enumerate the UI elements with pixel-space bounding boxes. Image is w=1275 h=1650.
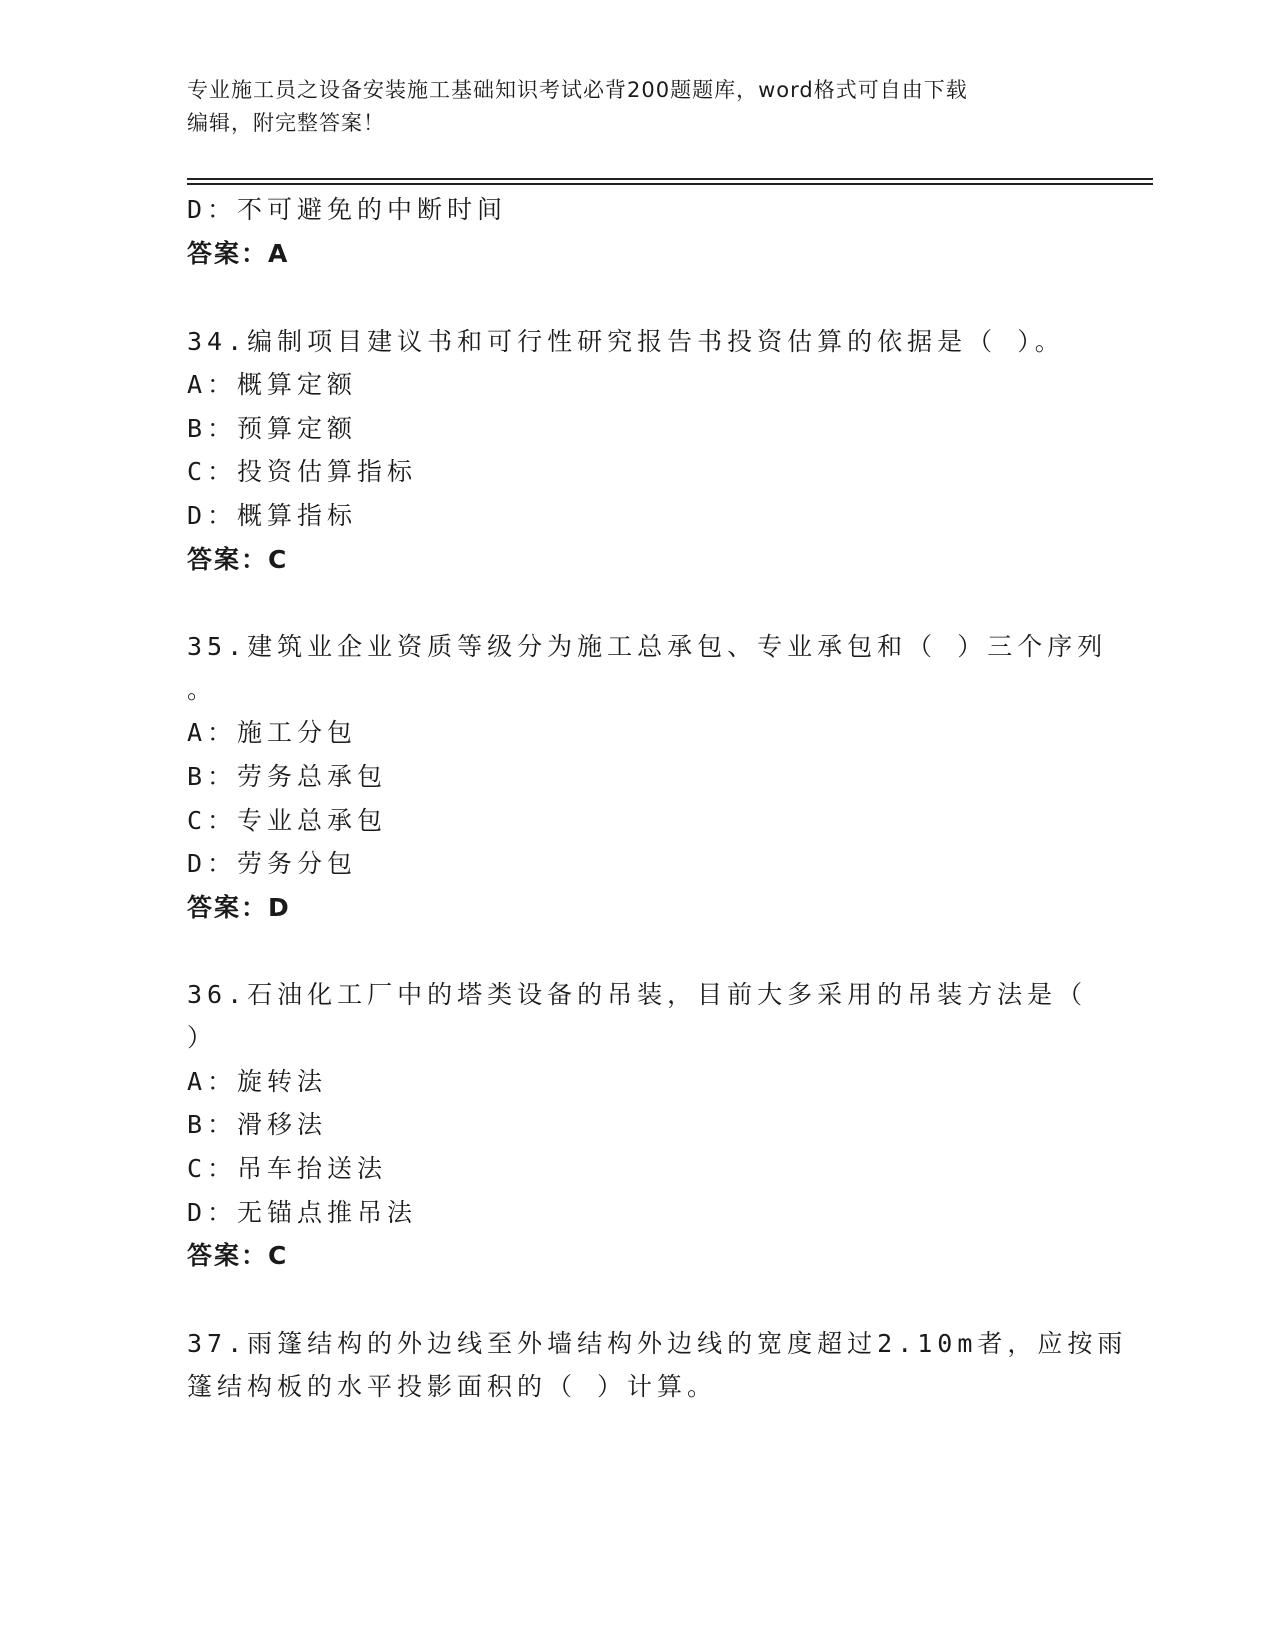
q35-option-b: B：劳务总承包 <box>187 762 388 791</box>
q36-option-d: D：无锚点推吊法 <box>187 1198 418 1227</box>
q36-question-line-1: 36.石油化工厂中的塔类设备的吊装，目前大多采用的吊装方法是（ <box>187 980 1088 1009</box>
q33-option-d: D：不可避免的中断时间 <box>187 195 508 224</box>
q34-question: 34.编制项目建议书和可行性研究报告书投资估算的依据是（ ）。 <box>187 327 1065 356</box>
header-divider-bottom <box>187 183 1153 185</box>
q35-question-line-2: 。 <box>187 675 218 704</box>
q34-option-b: B：预算定额 <box>187 414 358 443</box>
q34-option-d: D：概算指标 <box>187 501 358 530</box>
q34-option-a: A：概算定额 <box>187 370 358 399</box>
q35-option-d: D：劳务分包 <box>187 849 358 878</box>
q34-option-c: C：投资估算指标 <box>187 457 418 486</box>
q36-option-a: A：旋转法 <box>187 1067 328 1096</box>
document-header <box>187 74 1087 140</box>
q36-question-line-2: ） <box>187 1023 218 1052</box>
q35-answer: 答案：D <box>187 893 291 922</box>
q36-option-c: C：吊车抬送法 <box>187 1154 388 1183</box>
q35-option-c: C：专业总承包 <box>187 806 388 835</box>
header-line-2: 编辑，附完整答案！ <box>187 111 385 135</box>
q33-answer: 答案：A <box>187 239 290 268</box>
q37-question-line-2: 篷结构板的水平投影面积的（ ）计算。 <box>187 1372 718 1401</box>
q34-answer: 答案：C <box>187 545 289 574</box>
q36-answer: 答案：C <box>187 1241 289 1270</box>
q35-question-line-1: 35.建筑业企业资质等级分为施工总承包、专业承包和（ ）三个序列 <box>187 632 1108 661</box>
header-line-1: 专业施工员之设备安装施工基础知识考试必背200题题库，word格式可自由下载 <box>187 78 968 102</box>
q36-option-b: B：滑移法 <box>187 1110 328 1139</box>
q35-option-a: A：施工分包 <box>187 718 358 747</box>
header-divider-top <box>187 178 1153 180</box>
q37-question-line-1: 37.雨篷结构的外边线至外墙结构外边线的宽度超过2.10m者，应按雨 <box>187 1329 1128 1358</box>
